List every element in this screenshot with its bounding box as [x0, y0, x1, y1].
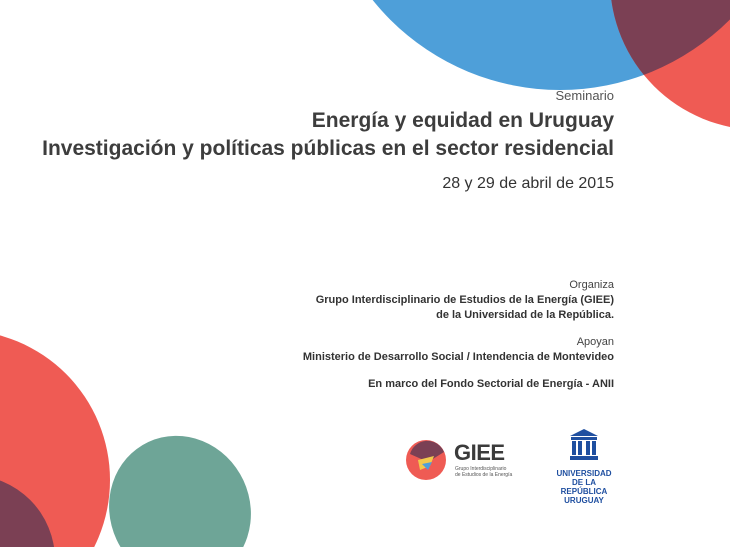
- organiza-line2: de la Universidad de la República.: [436, 309, 614, 321]
- organiza-line1: Grupo Interdisciplinario de Estudios de la Energía (GIEE): [315, 294, 614, 306]
- udelar-name: [548, 469, 620, 505]
- left-teal-leaf: [85, 412, 275, 547]
- seminar-title-line1: Energía y equidad en Uruguay: [311, 109, 614, 132]
- apoyan-value: Ministerio de Desarrollo Social / Intendencia de Montevideo: [302, 351, 614, 363]
- seminar-header: [42, 88, 614, 193]
- credits-block: [303, 278, 614, 392]
- giee-wordmark: GIEE: [454, 440, 505, 465]
- giee-subtitle: [455, 466, 535, 478]
- giee-subtitle-line1: Grupo Interdisciplinario: [455, 466, 507, 472]
- giee-subtitle-line2: de Estudios de la Energía: [455, 472, 513, 478]
- seminar-date: 28 y 29 de abril de 2015: [442, 175, 614, 192]
- fondo-text: En marco del Fondo Sectorial de Energía - ANII: [368, 378, 614, 390]
- giee-logo-mark: [404, 438, 448, 482]
- organiza-label: Organiza: [569, 279, 614, 291]
- seminar-title-line2: Investigación y políticas públicas en el sector residencial: [42, 137, 614, 160]
- apoyan-label: Apoyan: [576, 336, 614, 348]
- seminar-kicker: Seminario: [555, 88, 614, 103]
- udelar-line2: DE LA REPÚBLICA: [560, 478, 608, 496]
- udelar-logo: [548, 428, 620, 505]
- giee-logo: [404, 438, 544, 484]
- udelar-line1: UNIVERSIDAD: [556, 469, 612, 478]
- udelar-building-icon: [568, 428, 600, 462]
- udelar-line3: URUGUAY: [564, 496, 604, 505]
